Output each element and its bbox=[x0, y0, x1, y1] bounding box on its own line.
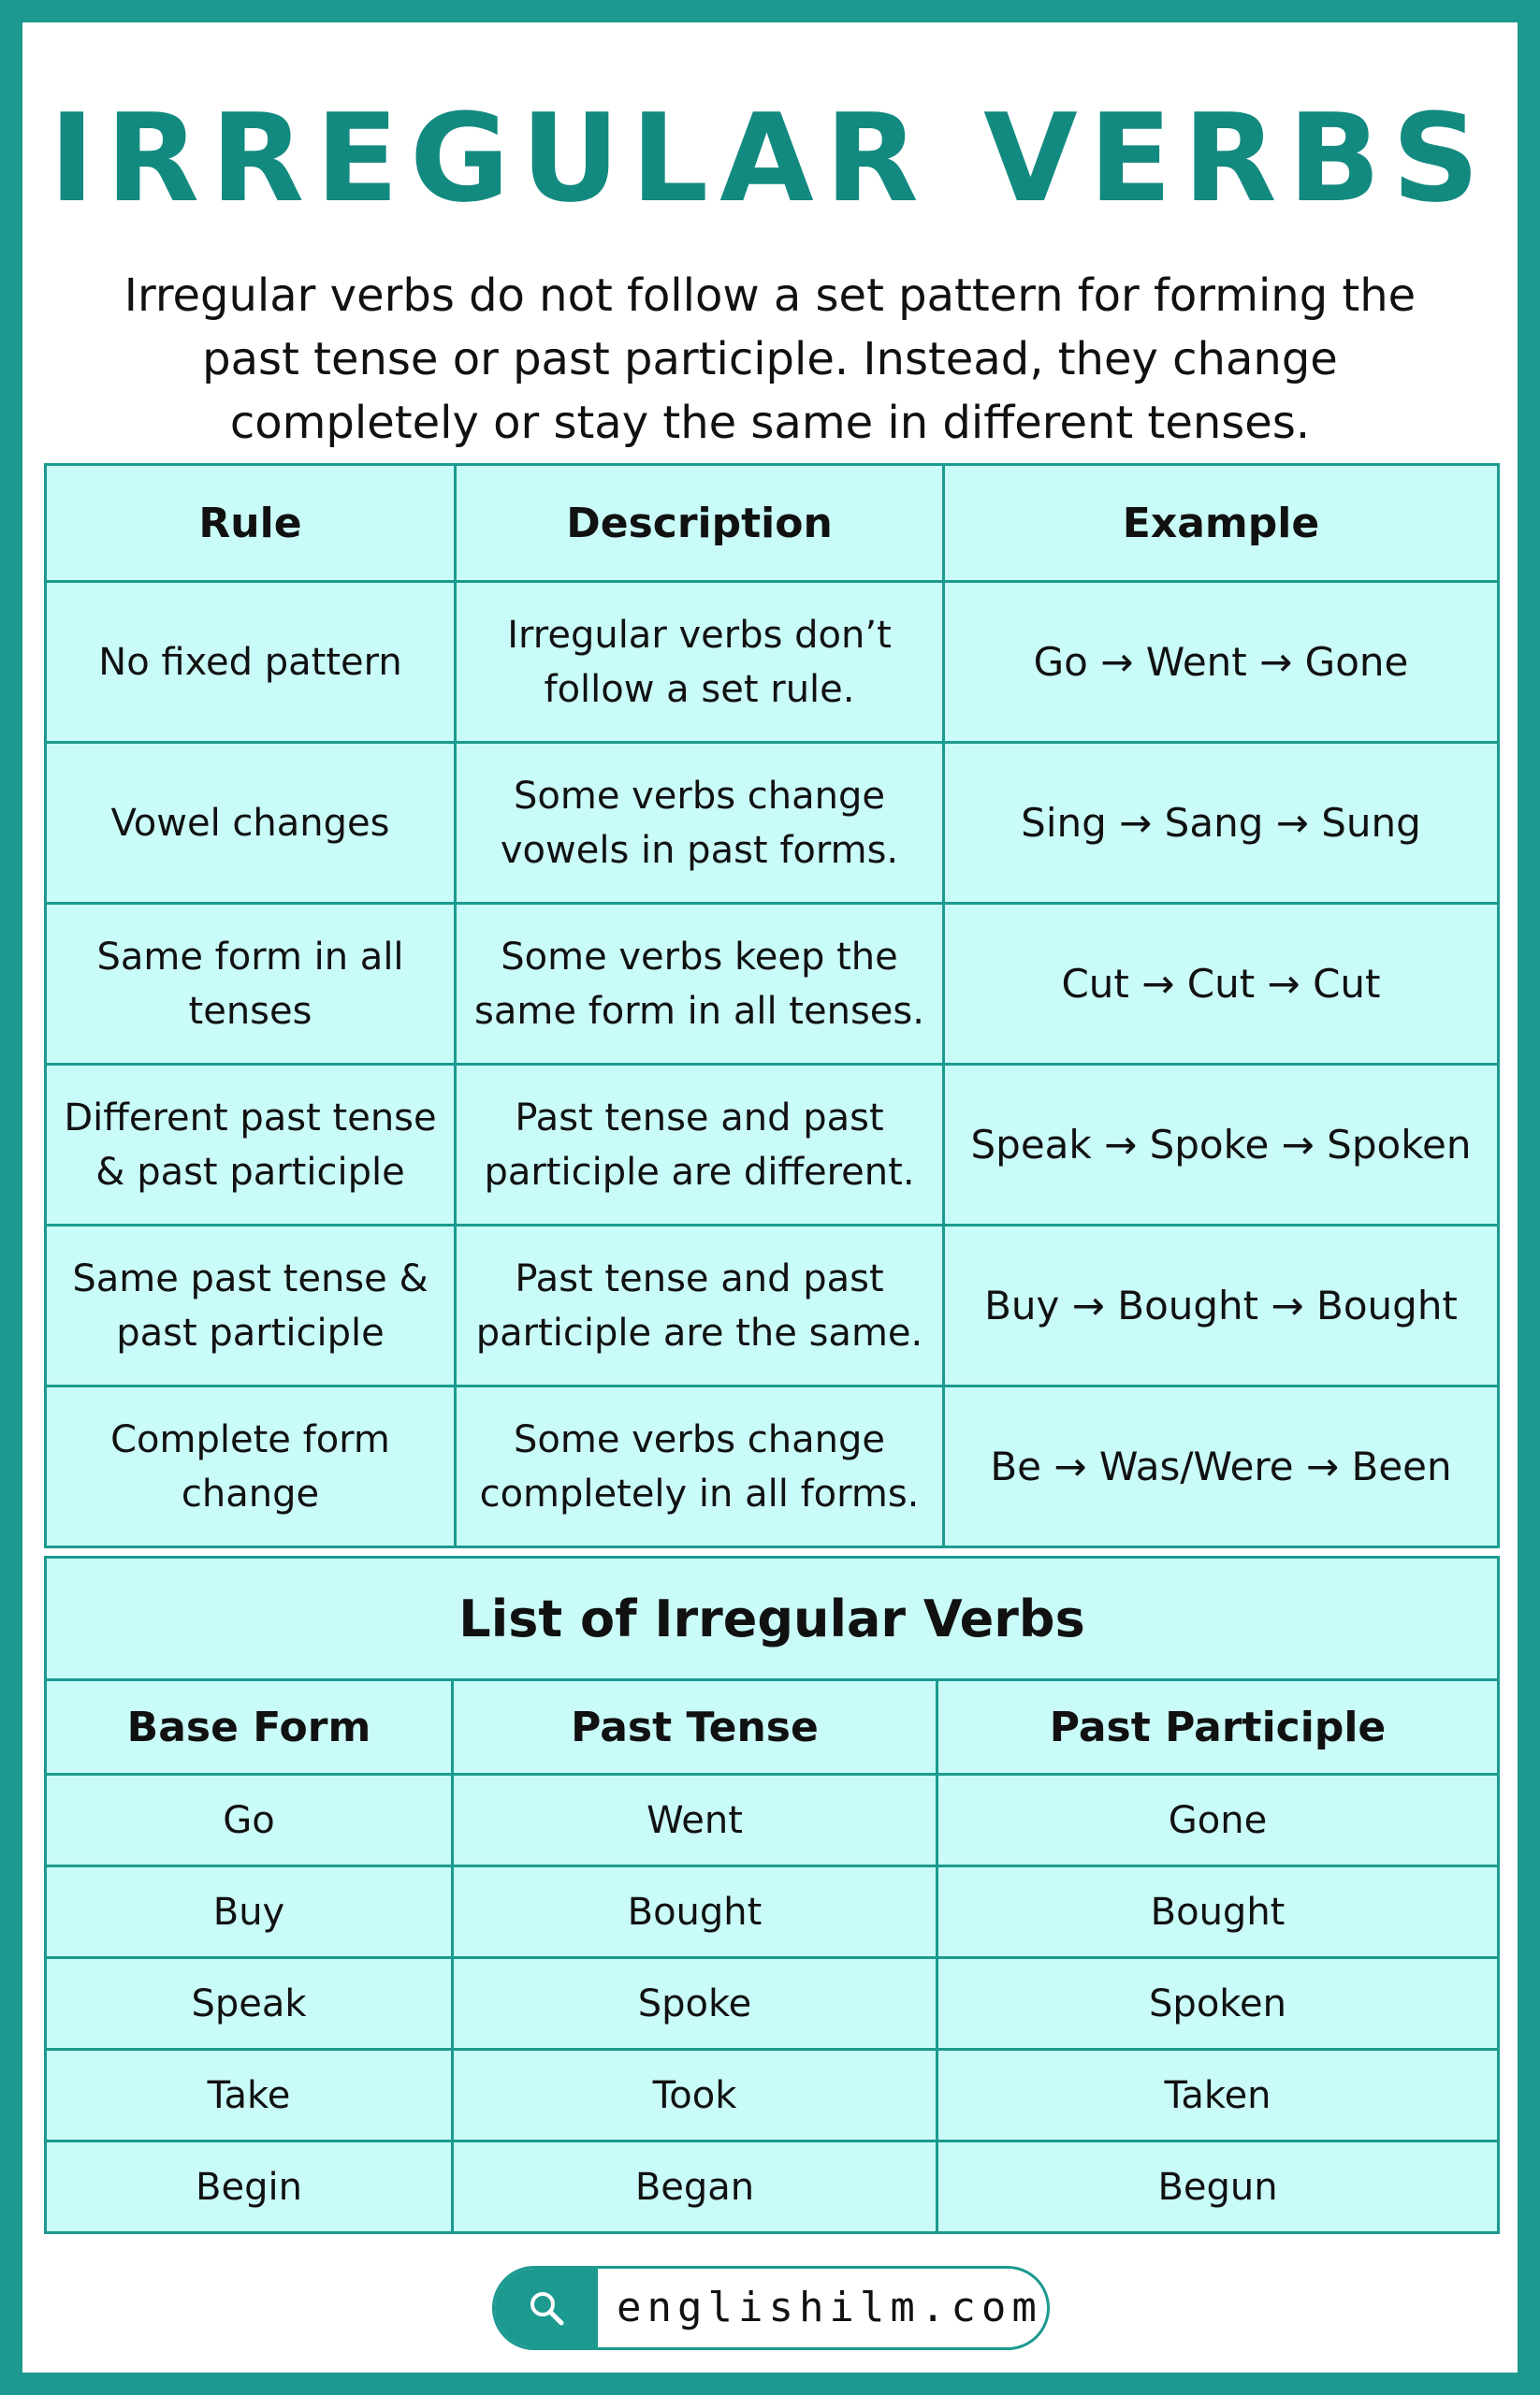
rule-cell: No fixed pattern bbox=[46, 582, 456, 743]
website-url[interactable]: englishilm.com bbox=[617, 2284, 1042, 2331]
description-cell: Some verbs change vowels in past forms. bbox=[456, 743, 944, 904]
past-participle-cell: Taken bbox=[937, 2050, 1499, 2141]
example-cell: Be → Was/Were → Been bbox=[944, 1386, 1499, 1547]
past-participle-cell: Bought bbox=[937, 1866, 1499, 1958]
base-form-cell: Go bbox=[46, 1775, 453, 1866]
rule-cell: Same past tense & past participle bbox=[46, 1226, 456, 1386]
header-base-form: Base Form bbox=[46, 1680, 453, 1775]
table-row bbox=[46, 2050, 1499, 2141]
table-row bbox=[46, 2141, 1499, 2233]
verbs-table bbox=[44, 1556, 1500, 2234]
base-form-cell: Begin bbox=[46, 2141, 453, 2233]
rule-cell: Same form in all tenses bbox=[46, 904, 456, 1065]
table-row bbox=[46, 1065, 1499, 1226]
header-rule: Rule bbox=[46, 465, 456, 582]
example-cell: Sing → Sang → Sung bbox=[944, 743, 1499, 904]
past-tense-cell: Began bbox=[453, 2141, 937, 2233]
header-description: Description bbox=[456, 465, 944, 582]
description-cell: Irregular verbs don’t follow a set rule. bbox=[456, 582, 944, 743]
description-cell: Past tense and past participle are different. bbox=[456, 1065, 944, 1226]
past-participle-cell: Spoken bbox=[937, 1958, 1499, 2050]
website-badge[interactable] bbox=[492, 2266, 1050, 2350]
verbs-caption-row bbox=[46, 1558, 1499, 1680]
past-participle-cell: Begun bbox=[937, 2141, 1499, 2233]
description-cell: Some verbs keep the same form in all tenses. bbox=[456, 904, 944, 1065]
past-tense-cell: Took bbox=[453, 2050, 937, 2141]
page-title: IRREGULAR VERBS bbox=[49, 87, 1491, 229]
table-row bbox=[46, 1226, 1499, 1386]
header-past-tense: Past Tense bbox=[453, 1680, 937, 1775]
description-cell: Past tense and past participle are the same. bbox=[456, 1226, 944, 1386]
base-form-cell: Speak bbox=[46, 1958, 453, 2050]
example-cell: Cut → Cut → Cut bbox=[944, 904, 1499, 1065]
table-row bbox=[46, 582, 1499, 743]
past-tense-cell: Went bbox=[453, 1775, 937, 1866]
search-icon bbox=[495, 2269, 598, 2347]
table-row bbox=[46, 1958, 1499, 2050]
header-example: Example bbox=[944, 465, 1499, 582]
past-tense-cell: Spoke bbox=[453, 1958, 937, 2050]
past-tense-cell: Bought bbox=[453, 1866, 937, 1958]
example-cell: Buy → Bought → Bought bbox=[944, 1226, 1499, 1386]
intro-text: Irregular verbs do not follow a set pattern for forming the past tense or past participle. Instead, they change completely or stay the same in different tenses. bbox=[123, 269, 1417, 449]
rules-table bbox=[44, 463, 1500, 1548]
example-cell: Speak → Spoke → Spoken bbox=[944, 1065, 1499, 1226]
poster bbox=[22, 22, 1518, 2373]
table-row bbox=[46, 904, 1499, 1065]
table-row bbox=[46, 1775, 1499, 1866]
base-form-cell: Take bbox=[46, 2050, 453, 2141]
rule-cell: Different past tense & past participle bbox=[46, 1065, 456, 1226]
rules-header-row bbox=[46, 465, 1499, 582]
rule-cell: Vowel changes bbox=[46, 743, 456, 904]
base-form-cell: Buy bbox=[46, 1866, 453, 1958]
table-row bbox=[46, 1866, 1499, 1958]
table-row bbox=[46, 1386, 1499, 1547]
verbs-table-caption: List of Irregular Verbs bbox=[46, 1558, 1499, 1680]
table-row bbox=[46, 743, 1499, 904]
description-cell: Some verbs change completely in all forms. bbox=[456, 1386, 944, 1547]
past-participle-cell: Gone bbox=[937, 1775, 1499, 1866]
example-cell: Go → Went → Gone bbox=[944, 582, 1499, 743]
rule-cell: Complete form change bbox=[46, 1386, 456, 1547]
header-past-participle: Past Participle bbox=[937, 1680, 1499, 1775]
verbs-header-row bbox=[46, 1680, 1499, 1775]
